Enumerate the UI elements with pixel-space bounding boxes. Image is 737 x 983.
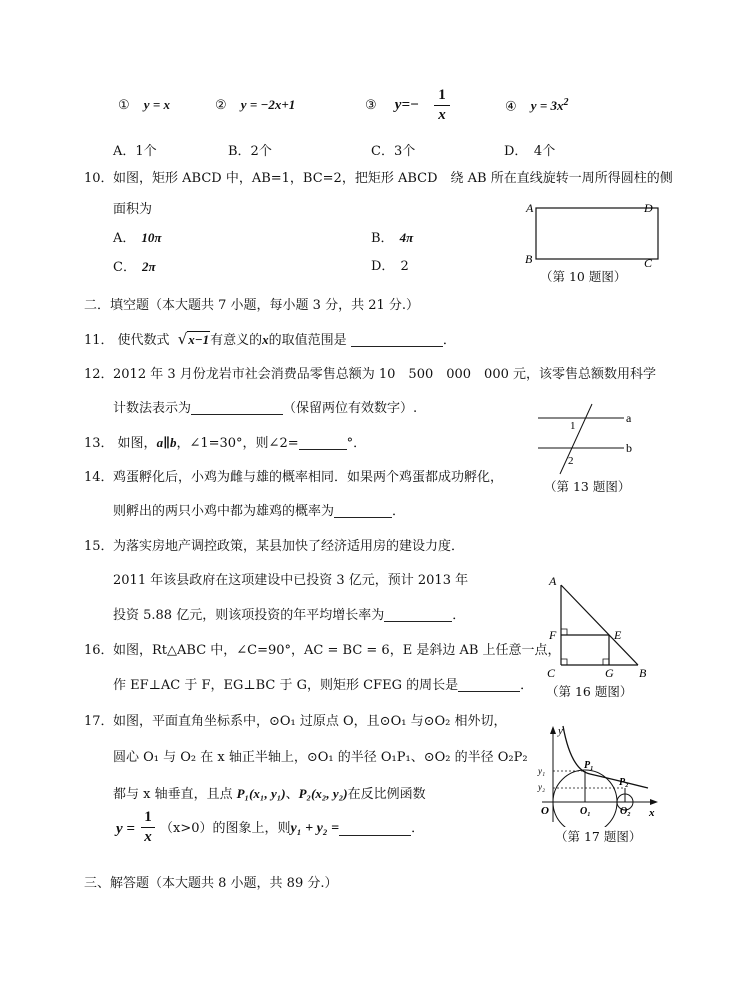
q17-line-3: [113, 787, 426, 801]
q14-line-2-prefix: 则孵出的两只小鸡中都为雄鸡的概率为: [113, 504, 335, 519]
q11-radical: [178, 332, 210, 347]
q9-option-1-number: ①: [118, 98, 130, 113]
q10-label-d: D: [644, 201, 653, 215]
q10-choice-c: [113, 260, 156, 274]
q17-label-p2: P₂: [619, 777, 629, 788]
q16-figure: [541, 573, 656, 683]
q17-line-4-lhs: [116, 822, 135, 837]
q13-figure: [530, 402, 640, 477]
q9-option-3-frac-den: x: [438, 106, 446, 123]
q11: [84, 332, 456, 347]
q17-func-fraction: [141, 809, 155, 845]
q17-p1: P₁(x₁, y₁): [236, 786, 286, 801]
q10-number: 10．: [84, 171, 114, 186]
q13-prefix: 如图，: [117, 436, 157, 451]
q17-label-p1: P₁: [584, 760, 594, 771]
q11-answer-blank[interactable]: [351, 334, 443, 347]
q9-choice-d: D． 4个: [504, 144, 556, 159]
q16-label-e: E: [614, 628, 622, 642]
q17-answer-blank[interactable]: [339, 823, 411, 836]
q10-choice-d: [371, 260, 409, 273]
q13-answer-blank[interactable]: [299, 437, 347, 450]
q10-rectangle: [536, 208, 658, 259]
q16-answer-blank[interactable]: [458, 679, 520, 692]
q13-label-2: 2: [568, 455, 574, 467]
q16-number: 16．: [84, 643, 114, 658]
q17-line-1: 如图，平面直角坐标系中，⊙O₁ 过原点 O，且⊙O₁ 与⊙O₂ 相外切，: [113, 714, 507, 729]
q9-option-3-fraction: [434, 87, 450, 123]
q11-mid: 有意义的: [210, 333, 263, 348]
q14-answer-blank[interactable]: [334, 505, 392, 518]
q9-option-2: [215, 98, 295, 112]
q17-func-lhs: y =: [116, 821, 135, 837]
q17-hyperbola: [563, 726, 648, 788]
q10-choice-c-letter: C．: [113, 260, 136, 275]
q14-line-2: [113, 505, 405, 518]
q13-mid: ，∠1=30°，则∠2=: [176, 436, 299, 451]
q9-option-3-frac-num: 1: [438, 87, 446, 103]
q16-label-c: C: [547, 666, 556, 680]
q9-option-4-lhs: y = 3x: [530, 98, 564, 114]
q12-line-2-suffix: （保留两位有效数字）.: [283, 401, 418, 416]
q17-end: ．: [411, 821, 425, 836]
section-3-title: 三、解答题（本大题共 8 小题，共 89 分.）: [84, 876, 338, 891]
q10-choice-b-letter: B．: [371, 231, 394, 246]
q13-suffix: °．: [346, 436, 367, 451]
q17-x-axis-arrow: [650, 799, 658, 805]
q11-number: 11．: [84, 333, 114, 348]
q17-sum: y₁ + y₂ =: [290, 821, 340, 836]
q11-suffix: 的取值范围是: [268, 333, 347, 348]
q17-label-y2: y₂: [538, 782, 546, 792]
q9-option-3-lhs: y=−: [394, 97, 420, 113]
q14-number: 14．: [84, 470, 114, 485]
q13-number: 13．: [84, 436, 114, 451]
q13-label-a: a: [626, 411, 632, 425]
q17-line-2: 圆心 O₁ 与 O₂ 在 x 轴正半轴上，⊙O₁ 的半径 O₁P₁、⊙O₂ 的半径 O₂P₂: [113, 750, 528, 765]
q15-line-3: [113, 609, 465, 622]
q9-option-4-sup: 2: [563, 97, 569, 108]
q17-label-o: O: [541, 805, 549, 817]
q9-option-2-expr: y = −2x+1: [240, 97, 296, 112]
q17-label-y: y: [558, 725, 563, 737]
q13-parallel: a∥b: [156, 435, 177, 450]
q17-figure: [536, 722, 661, 827]
q10-choice-a-value: 10π: [141, 230, 162, 245]
q16-line-2: [113, 679, 533, 692]
q10-label-c: C: [644, 256, 653, 268]
q17-sep: 、: [285, 787, 299, 802]
q16-right-angle-g: [603, 659, 609, 665]
q16-label-g: G: [605, 666, 614, 680]
q14-line-1: 鸡蛋孵化后，小鸡为雌与雄的概率相同．如果两个鸡蛋都成功孵化，: [113, 470, 504, 485]
q9-choice-c: C．3个: [371, 144, 416, 159]
q17-label-o2: O₂: [620, 806, 631, 817]
q17-caption: （第 17 题图）: [555, 829, 642, 844]
q12-line-2-prefix: 计数法表示为: [113, 401, 192, 416]
q11-radicand: x−1: [188, 332, 210, 347]
q14-line-2-suffix: ．: [392, 504, 406, 519]
q9-option-2-number: ②: [215, 98, 227, 113]
q10-line-1: 如图，矩形 ABCD 中，AB=1，BC=2，把矩形 ABCD 绕 AB 所在直线旋转一周所得圆柱的侧: [113, 171, 673, 186]
q13-label-b: b: [626, 441, 632, 455]
q12-line-2: [113, 402, 417, 415]
q13: [84, 436, 366, 450]
q12-answer-blank[interactable]: [191, 402, 283, 415]
q17-p2: P₂(x₂, y₂): [298, 786, 348, 801]
q16-caption: （第 16 题图）: [546, 684, 633, 699]
q16-label-b: B: [639, 666, 647, 680]
q9-option-3-number: ③: [365, 98, 377, 113]
q9-option-4-number: ④: [505, 99, 517, 115]
q10-caption: （第 10 题图）: [540, 269, 627, 284]
q15-number: 15．: [84, 539, 114, 554]
q15-line-2: 2011 年该县政府在这项建设中已投资 3 亿元，预计 2013 年: [113, 573, 469, 588]
q16-right-angle-c: [561, 659, 567, 665]
q17-y-axis-arrow: [550, 726, 556, 734]
q12-number: 12．: [84, 367, 114, 382]
q13-caption: （第 13 题图）: [544, 479, 631, 494]
q16-line-1: 如图，Rt△ABC 中，∠C=90°，AC = BC = 6，E 是斜边 AB 上任意一点，: [113, 643, 561, 658]
q10-choice-b-value: 4π: [399, 230, 414, 245]
q17-number: 17．: [84, 714, 114, 729]
q17-domain: （x>0）的图象上，则: [160, 821, 291, 836]
q10-label-a: A: [526, 201, 534, 215]
q17-line-3-prefix: 都与 x 轴垂直，且点: [113, 787, 233, 802]
q17-line-4: [160, 822, 424, 836]
q17-label-o1: O₁: [580, 806, 591, 817]
q9-choice-a: A．1个: [113, 144, 157, 159]
q15-line-3-prefix: 投资 5.88 亿元，则该项投资的年平均增长率为: [113, 608, 385, 623]
q11-prefix: 使代数式: [117, 333, 170, 348]
q9-option-4: [505, 98, 568, 113]
q10-line-2: 面积为: [113, 202, 153, 217]
q10-choice-d-letter: D．: [371, 259, 395, 274]
q12-line-1: 2012 年 3 月份龙岩市社会消费品零售总额为 10 500 000 000 元，该零售总额数用科学: [113, 367, 656, 382]
q17-func-den: x: [144, 828, 152, 845]
q16-label-a: A: [549, 574, 557, 588]
q10-choice-a: [113, 231, 162, 245]
q17-line-3-suffix: 在反比例函数: [347, 787, 426, 802]
q15-line-1: 为落实房地产调控政策，某县加快了经济适用房的建设力度．: [113, 539, 465, 554]
q10-choice-b: [371, 231, 413, 245]
q10-choice-c-value: 2π: [141, 259, 156, 274]
q17-func-num: 1: [144, 809, 152, 825]
q15-answer-blank[interactable]: [384, 609, 452, 622]
q10-label-b: B: [525, 252, 533, 266]
sqrt-icon: √: [177, 330, 188, 348]
q15-line-3-suffix: ．: [452, 608, 466, 623]
q16-label-f: F: [549, 628, 557, 642]
section-2-title: 二．填空题（本大题共 7 小题，每小题 3 分，共 21 分.）: [84, 298, 420, 313]
q16-line-2-prefix: 作 EF⊥AC 于 F，EG⊥BC 于 G，则矩形 CFEG 的周长是: [113, 678, 459, 693]
q11-end: ．: [442, 333, 456, 348]
q10-figure: [520, 196, 660, 268]
q16-line-2-suffix: ．: [520, 678, 534, 693]
q17-label-y1: y₁: [538, 766, 546, 776]
q16-right-angle-f: [561, 629, 567, 635]
q10-choice-d-value: 2: [400, 259, 409, 274]
q13-transversal: [560, 404, 592, 474]
q9-choice-b: B．2个: [228, 144, 272, 159]
q9-option-1-expr: y = x: [143, 97, 170, 112]
q10-choice-a-letter: A．: [113, 231, 136, 246]
q16-hypotenuse-ab: [561, 585, 638, 665]
q17-label-x: x: [649, 807, 655, 819]
q11-var: x: [262, 332, 269, 347]
q9-option-3: [365, 98, 419, 113]
q13-label-1: 1: [570, 420, 576, 432]
q9-option-1: [118, 98, 170, 112]
